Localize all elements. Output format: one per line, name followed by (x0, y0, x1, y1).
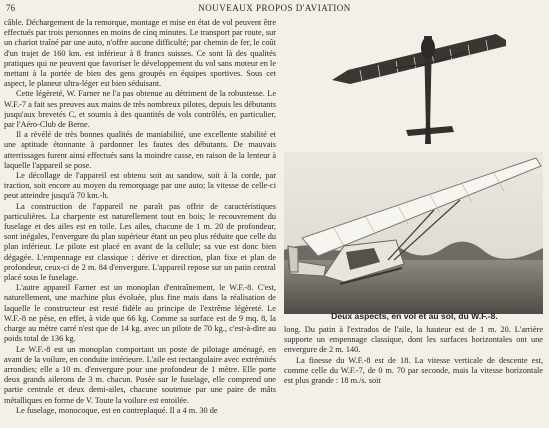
paragraph: La construction de l'appareil ne paraît pas offrir de caractéristiques particulières. La charpente est naturellement tout en bois; le recouvrement du fuselage et des ailes est en toile. Les ailes, chacune de 1 m. 20 de profondeur, sont inégales, l'envergure du plan supérieur étant un peu plus réduite que celle du plan inférieur. Le pilote est placé en avant de la cellule; sa vue est donc bien dégagée. L'empennage est classique : dérive et direction, plan fixe et plan de profondeur, ceux-ci de 2 m. 84 d'envergure. L'appareil repose sur un patin central placé sous le fuselage. (4, 201, 276, 283)
right-text-column (284, 325, 543, 425)
paragraph: Le décollage de l'appareil est obtenu soit au sandow, soit à la corde, par traction, soit encore au moyen du remorquage par une auto; la vitesse de celle-ci peut atteindre jusqu'à 70 km.-h. (4, 171, 276, 201)
paragraph: L'autre appareil Farner est un monoplan d'entraînement, le W.F.-8. C'est, naturellement, une machine plus évoluée, plus fine mais dans la réalisation de laquelle le constructeur est resté fidèle au principe de l'extrême légèreté. Le W.F.-8 ne pèse, en effet, à vide que 66 kg. Comme sa surface est de 9 mq. 8, la charge au mètre carré n'est que de 14 kg. avec un pilote de 70 kg., c'est-à-dire au poids total de 136 kg. (4, 283, 276, 344)
paragraph: Le fuselage, monocoque, est en contreplaqué. Il a 4 m. 30 de (16, 405, 218, 415)
paragraph: Le W.F.-8 est un monoplan comportant un poste de pilotage aménagé, en avant de la voilure, en conduite intérieure. L'aile est rectangulaire avec extrémités arrondies; elle a 10 m. d'envergure pour une profondeur de 1 mètre. Elle porte deux grands ailerons de 3 m. chacun. Posée sur le fuselage, elle comprend une partie centrale et deux demi-ailes, chacune soutenue par une paire de mâts métalliques en forme de V. Toute la voilure est entoilée. (4, 344, 276, 405)
paragraph: câble. Déchargement de la remorque, montage et mise en état de vol peuvent être effectués par trois personnes en moins de cinq minutes. Le transport par route, sur un chariot traîné par une auto, n'offre aucune difficulté; par chemin de fer, le coût d'un trajet de 160 km. est inférieur à 8 francs suisses. Ce sont là des qualités pratiques qui ne peuvent que favoriser le développement du vol sans moteur en le mettant à la portée de bien des gens groupés en équipes sportives. Sous cet aspect, le planeur ultra-léger est bien séduisant. (4, 18, 276, 89)
figure (284, 18, 543, 308)
paragraph: long. Du patin à l'extrados de l'aile, la hauteur est de 1 m. 20. L'arrière supporte un empennage classique, dont les surfaces horizontales ont une envergure de 2 m. 140. (284, 325, 543, 355)
left-text-column (4, 18, 276, 426)
paragraph: La finesse du W.F.-8 est de 18. La vitesse verticale de descente est, comme celle du W.F.-7, de 0 m. 70 par seconde, mais la vitesse horizontale est plus grande : 18 m./s. soit (284, 355, 543, 386)
page-number: 76 (6, 3, 15, 13)
paragraph: Il a révélé de très bonnes qualités de maniabilité, une excellente stabilité et une aptitude étonnante à pardonner les fautes des débutants. De mauvais atterrissages furent ainsi effectués sans la moindre casse, en raison de la lenteur à laquelle l'appareil se pose. (4, 130, 276, 170)
page-header (6, 3, 543, 15)
running-title: NOUVEAUX PROPOS D'AVIATION (198, 3, 351, 13)
glider-on-ground-photo (284, 152, 543, 314)
glider-in-flight-photo (320, 18, 520, 150)
paragraph: Cette légèreté, W. Farner ne l'a pas obtenue au détriment de la robustesse. Le W.F.-7 a fait ses preuves aux mains de très nombreux pilotes, depuis les débutants jusqu'aux brevetés C, et soumis à des quantités de vols contrôlés, en particulier, par l'Aéro-Club de Berne. (4, 89, 276, 130)
figure-caption: Deux aspects, en vol et au sol, du W.F.-8. (331, 311, 498, 321)
